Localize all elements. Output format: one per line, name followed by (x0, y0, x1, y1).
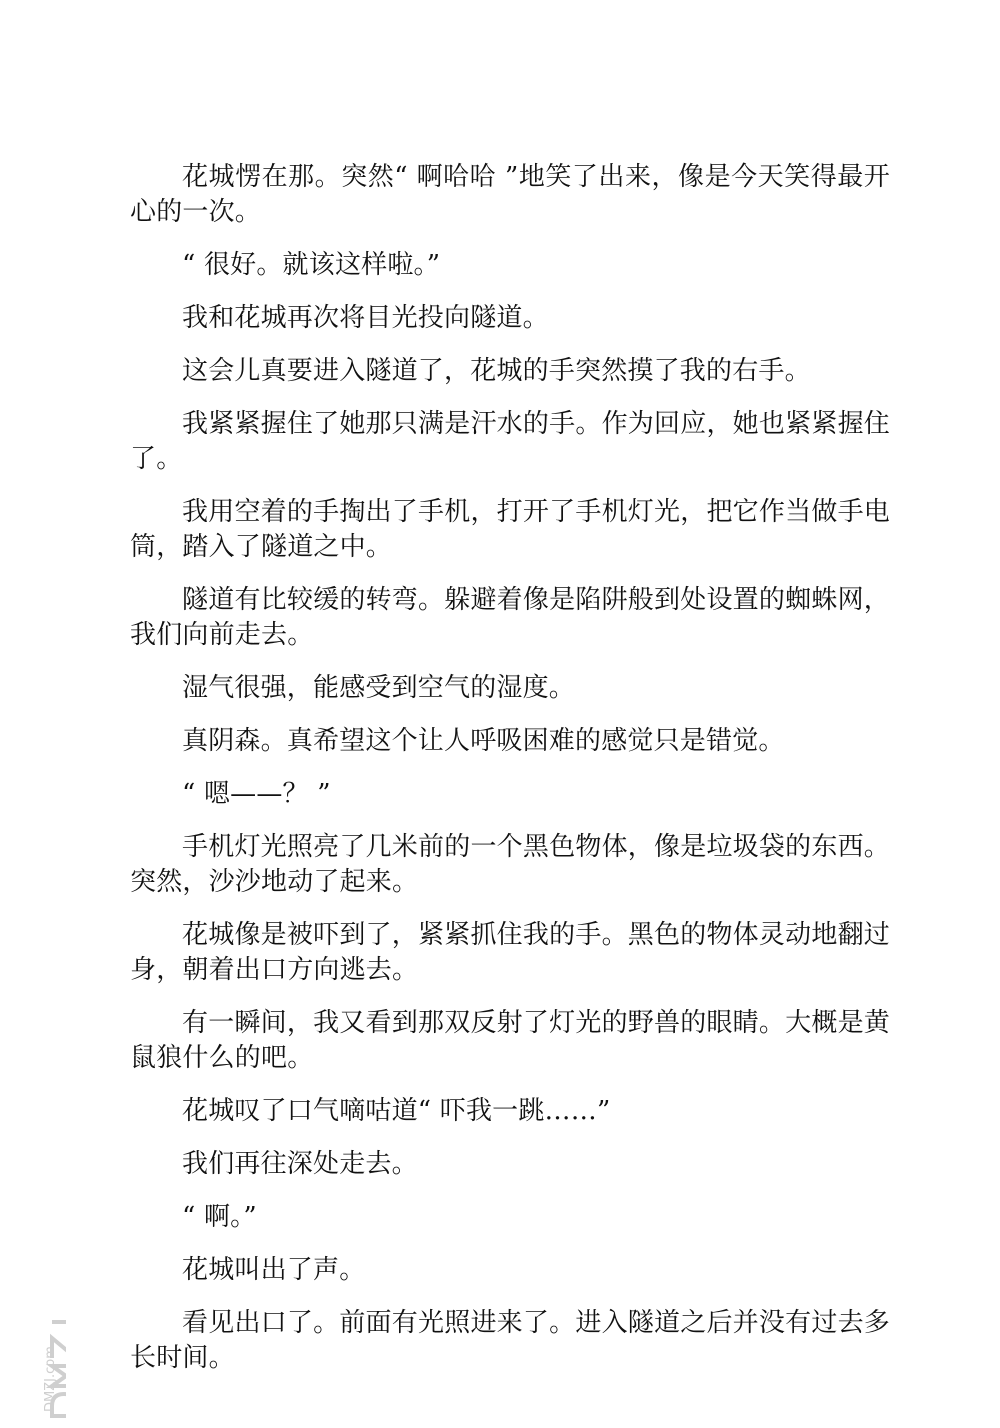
paragraph: 湿气很强，能感受到空气的湿度。 (182, 673, 576, 703)
paragraph: 花城叫出了声。 (182, 1255, 366, 1285)
paragraph: 我紧紧握住了她那只满是汗水的手。作为回应，她也紧紧握住了。 (130, 409, 890, 474)
paragraph: 花城像是被吓到了，紧紧抓住我的手。黑色的物体灵动地翻过身，朝着出口方向逃去。 (130, 920, 890, 985)
watermark-logo-icon (10, 1272, 66, 1420)
paragraph: 我用空着的手掏出了手机，打开了手机灯光，把它作当做手电筒，踏入了隧道之中。 (130, 497, 890, 562)
watermark-text: DMZJ.com (43, 1346, 58, 1412)
watermark-logo (10, 1272, 66, 1420)
paragraph: “ 嗯——？ ” (182, 779, 331, 809)
novel-text-body (130, 160, 890, 1394)
paragraph: “ 啊。” (182, 1202, 257, 1232)
paragraph: 有一瞬间，我又看到那双反射了灯光的野兽的眼睛。大概是黄鼠狼什么的吧。 (130, 1008, 890, 1073)
paragraph: 手机灯光照亮了几米前的一个黑色物体，像是垃圾袋的东西。突然，沙沙地动了起来。 (130, 832, 890, 897)
paragraph: 花城愣在那。突然“ 啊哈哈 ”地笑了出来，像是今天笑得最开心的一次。 (130, 162, 890, 227)
paragraph: “ 很好。就该这样啦。” (182, 250, 441, 280)
paragraph: 隧道有比较缓的转弯。躲避着像是陷阱般到处设置的蜘蛛网，我们向前走去。 (130, 585, 890, 650)
paragraph: 我和花城再次将目光投向隧道。 (182, 303, 549, 333)
paragraph: 这会儿真要进入隧道了，花城的手突然摸了我的右手。 (182, 356, 811, 386)
paragraph: 我们再往深处走去。 (182, 1149, 418, 1179)
paragraph: 真阴森。真希望这个让人呼吸困难的感觉只是错觉。 (182, 726, 785, 756)
paragraph: 看见出口了。前面有光照进来了。进入隧道之后并没有过去多长时间。 (130, 1308, 890, 1373)
paragraph: 花城叹了口气嘀咕道“ 吓我一跳……” (182, 1096, 611, 1126)
